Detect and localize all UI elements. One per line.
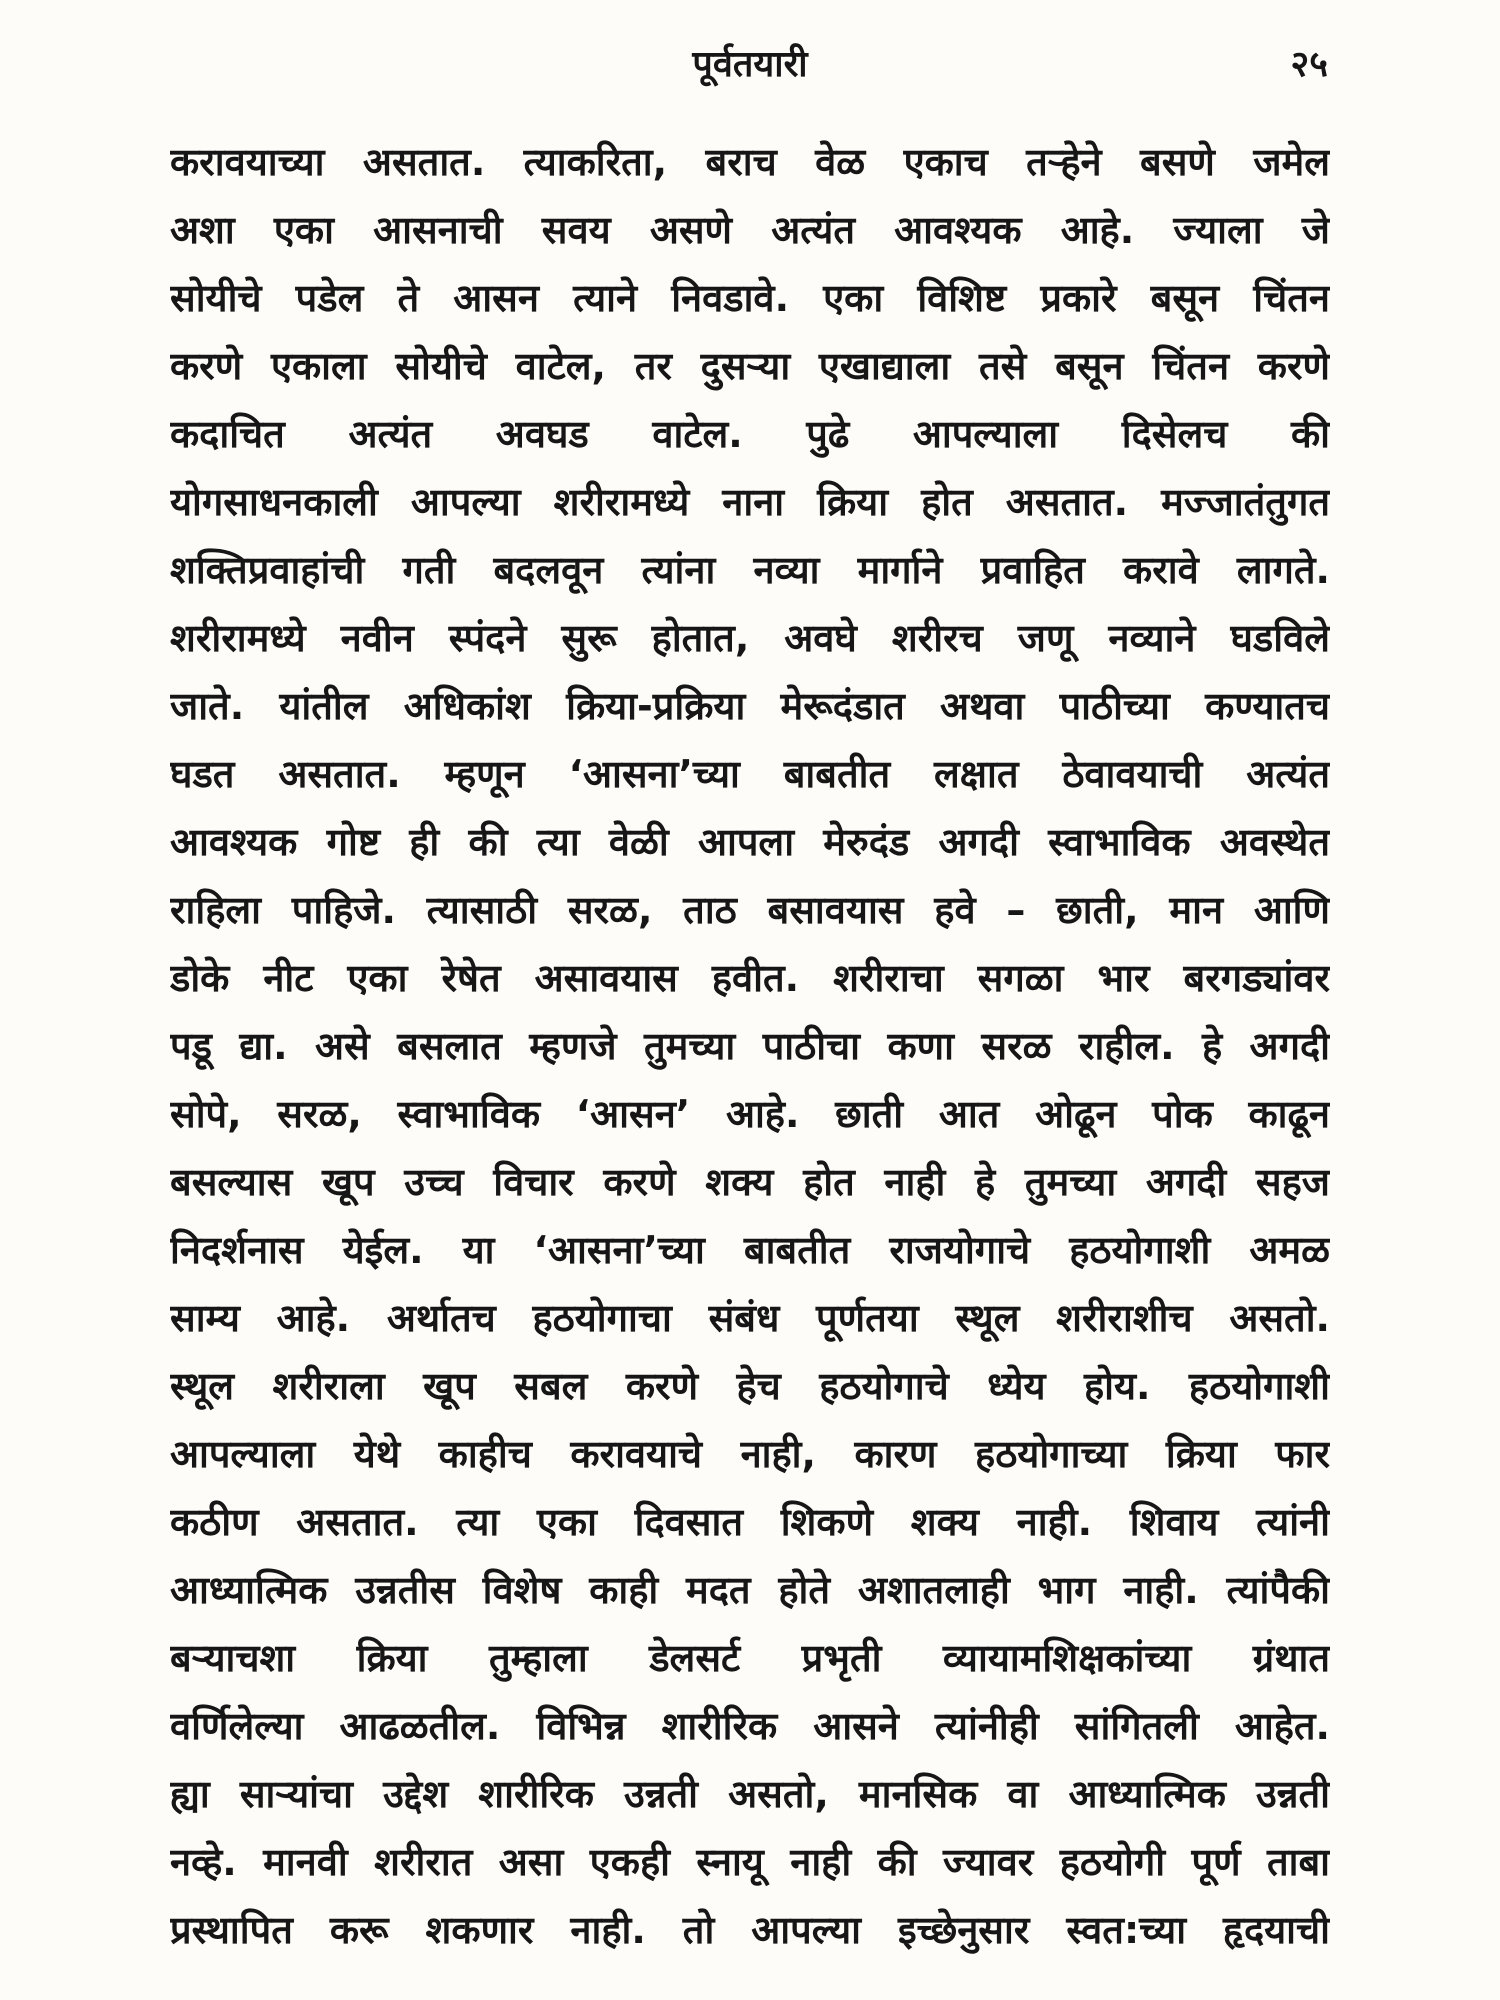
text-line: बऱ्याचशा क्रिया तुम्हाला डेलसर्ट प्रभृती व्यायामशिक्षकांच्या ग्रंथात: [170, 1636, 1330, 1680]
text-line: सोयीचे पडेल ते आसन त्याने निवडावे. एका विशिष्ट प्रकारे बसून चिंतन: [170, 276, 1330, 320]
text-line: सोपे, सरळ, स्वाभाविक ‘आसन’ आहे. छाती आत ओढून पोक काढून: [170, 1092, 1330, 1136]
text-line: ह्या साऱ्यांचा उद्देश शारीरिक उन्नती असतो, मानसिक वा आध्यात्मिक उन्नती: [170, 1772, 1330, 1816]
text-line: वर्णिलेल्या आढळतील. विभिन्न शारीरिक आसने त्यांनीही सांगितली आहेत.: [170, 1704, 1330, 1748]
text-line: योगसाधनकाली आपल्या शरीरामध्ये नाना क्रिया होत असतात. मज्जातंतुगत: [170, 480, 1330, 524]
text-line: कठीण असतात. त्या एका दिवसात शिकणे शक्य नाही. शिवाय त्यांनी: [170, 1500, 1330, 1544]
text-line: स्थूल शरीराला खूप सबल करणे हेच हठयोगाचे ध्येय होय. हठयोगाशी: [170, 1364, 1330, 1408]
text-line: राहिला पाहिजे. त्यासाठी सरळ, ताठ बसावयास हवे – छाती, मान आणि: [170, 888, 1330, 932]
running-head: [0, 34, 1500, 94]
text-line: साम्य आहे. अर्थातच हठयोगाचा संबंध पूर्णतया स्थूल शरीराशीच असतो.: [170, 1296, 1330, 1340]
text-line: आवश्यक गोष्ट ही की त्या वेळी आपला मेरुदंड अगदी स्वाभाविक अवस्थेत: [170, 820, 1330, 864]
text-line: कदाचित अत्यंत अवघड वाटेल. पुढे आपल्याला दिसेलच की: [170, 412, 1330, 456]
body-text: [170, 128, 1330, 1964]
text-line: पडू द्या. असे बसलात म्हणजे तुमच्या पाठीचा कणा सरळ राहील. हे अगदी: [170, 1024, 1330, 1068]
text-line: करणे एकाला सोयीचे वाटेल, तर दुसऱ्या एखाद्याला तसे बसून चिंतन करणे: [170, 344, 1330, 388]
text-line: बसल्यास खूप उच्च विचार करणे शक्य होत नाही हे तुमच्या अगदी सहज: [170, 1160, 1330, 1204]
text-line: आध्यात्मिक उन्नतीस विशेष काही मदत होते अशातलाही भाग नाही. त्यांपैकी: [170, 1568, 1330, 1612]
text-line: शक्तिप्रवाहांची गती बदलवून त्यांना नव्या मार्गाने प्रवाहित करावे लागते.: [170, 548, 1330, 592]
text-line: आपल्याला येथे काहीच करावयाचे नाही, कारण हठयोगाच्या क्रिया फार: [170, 1432, 1330, 1476]
text-line: करावयाच्या असतात. त्याकरिता, बराच वेळ एकाच तऱ्हेने बसणे जमेल: [170, 140, 1330, 184]
text-line: जाते. यांतील अधिकांश क्रिया-प्रक्रिया मेरूदंडात अथवा पाठीच्या कण्यातच: [170, 684, 1330, 728]
text-line: प्रस्थापित करू शकणार नाही. तो आपल्या इच्छेनुसार स्वत:च्या हृदयाची: [170, 1908, 1330, 1952]
text-line: शरीरामध्ये नवीन स्पंदने सुरू होतात, अवघे शरीरच जणू नव्याने घडविले: [170, 616, 1330, 660]
page-number: २५: [1290, 43, 1328, 85]
text-line: अशा एका आसनाची सवय असणे अत्यंत आवश्यक आहे. ज्याला जे: [170, 208, 1330, 252]
text-line: निदर्शनास येईल. या ‘आसना’च्या बाबतीत राजयोगाचे हठयोगाशी अमळ: [170, 1228, 1330, 1272]
text-line: डोके नीट एका रेषेत असावयास हवीत. शरीराचा सगळा भार बरगड्यांवर: [170, 956, 1330, 1000]
text-line: नव्हे. मानवी शरीरात असा एकही स्नायू नाही की ज्यावर हठयोगी पूर्ण ताबा: [170, 1840, 1330, 1884]
text-line: घडत असतात. म्हणून ‘आसना’च्या बाबतीत लक्षात ठेवावयाची अत्यंत: [170, 752, 1330, 796]
chapter-title: पूर्वतयारी: [692, 43, 808, 85]
